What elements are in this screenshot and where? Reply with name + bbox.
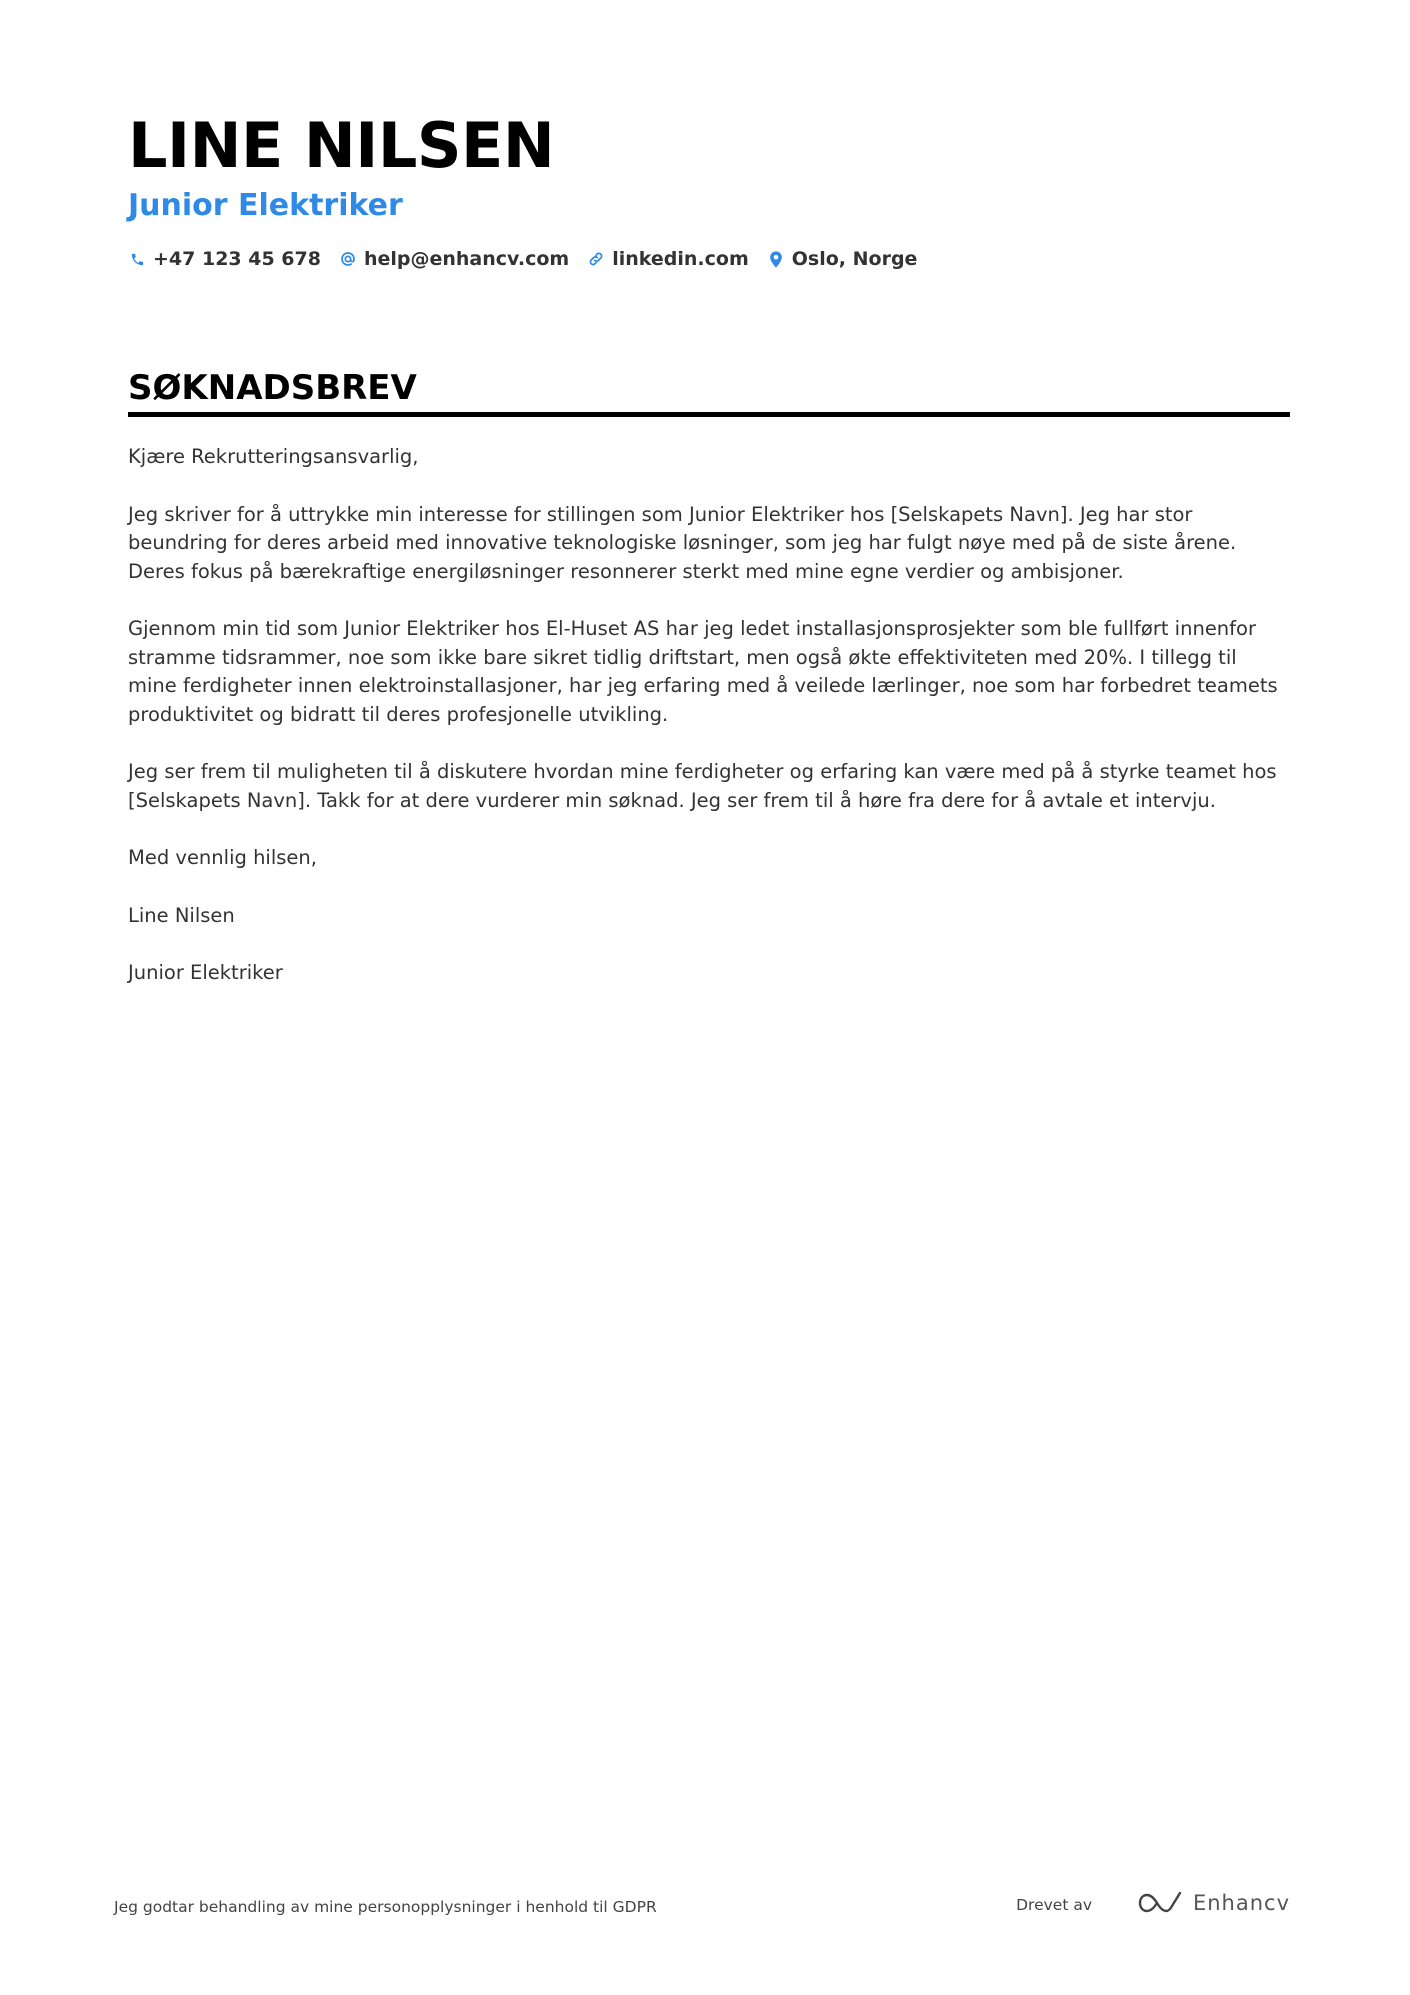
contact-location [767,248,918,270]
letter-body [128,443,1290,988]
section-title: SØKNADSBREV [128,366,1290,417]
phone-icon [128,250,146,268]
letter-paragraph-3: Jeg ser frem til muligheten til å diskutere hvordan mine ferdigheter og erfaring kan være med på å styrke teamet hos [Selskapets Navn]. Takk for at dere vurderer min søknad. Jeg ser frem til å høre fra dere for å avtale et intervju. [128,760,1277,812]
letter-paragraph-1: Jeg skriver for å uttrykke min interesse for stillingen som Junior Elektriker hos [Selskapets Navn]. Jeg har stor beundring for deres arbeid med innovative teknologiske løsninger, som jeg har fulgt nøye med på de siste årene. Deres fokus på bærekraftige energiløsninger resonnerer sterkt med mine egne verdier og ambisjoner. [128,502,1237,583]
candidate-title: Junior Elektriker [128,188,403,223]
candidate-name: LINE NILSEN [128,109,555,182]
location-pin-icon [767,250,785,268]
letter-paragraph-2: Gjennom min tid som Junior Elektriker hos El-Huset AS har jeg ledet installasjonsprosjekter som ble fullført innenfor stramme tidsrammer, noe som ikke bare sikret tidlig driftstart, men også økte effektiviteten med 20%. I tillegg til mine ferdigheter innen elektroinstallasjoner, har jeg erfaring med å veilede lærlinger, noe som har forbedret teamets produktivitet og bidratt til deres profesjonelle utvikling. [128,617,1278,726]
linkedin-text[interactable]: linkedin.com [612,248,749,270]
letter-greeting: Kjære Rekrutteringsansvarlig, [128,445,419,468]
phone-text[interactable]: +47 123 45 678 [153,248,321,270]
enhancv-brand[interactable] [1137,1890,1290,1916]
signature-name: Line Nilsen [128,903,235,927]
location-text: Oslo, Norge [791,248,918,270]
at-icon [339,250,357,268]
letter-closing: Med vennlig hilsen, [128,846,317,869]
contact-info [128,248,1288,270]
footer [114,1890,1290,1930]
brand-name: Enhancv [1192,1891,1290,1915]
gdpr-consent-text: Jeg godtar behandling av mine personopplysninger i henhold til GDPR [114,1898,657,1916]
contact-linkedin [587,248,749,270]
cover-letter-section [128,366,1290,1017]
email-text[interactable]: help@enhancv.com [363,248,570,270]
signature-title: Junior Elektriker [128,961,283,984]
enhancv-logo-icon [1137,1890,1183,1916]
link-icon [587,250,605,268]
contact-phone [128,248,321,270]
header [128,110,1288,270]
contact-email [339,248,569,270]
powered-by-text: Drevet av [1016,1896,1092,1914]
